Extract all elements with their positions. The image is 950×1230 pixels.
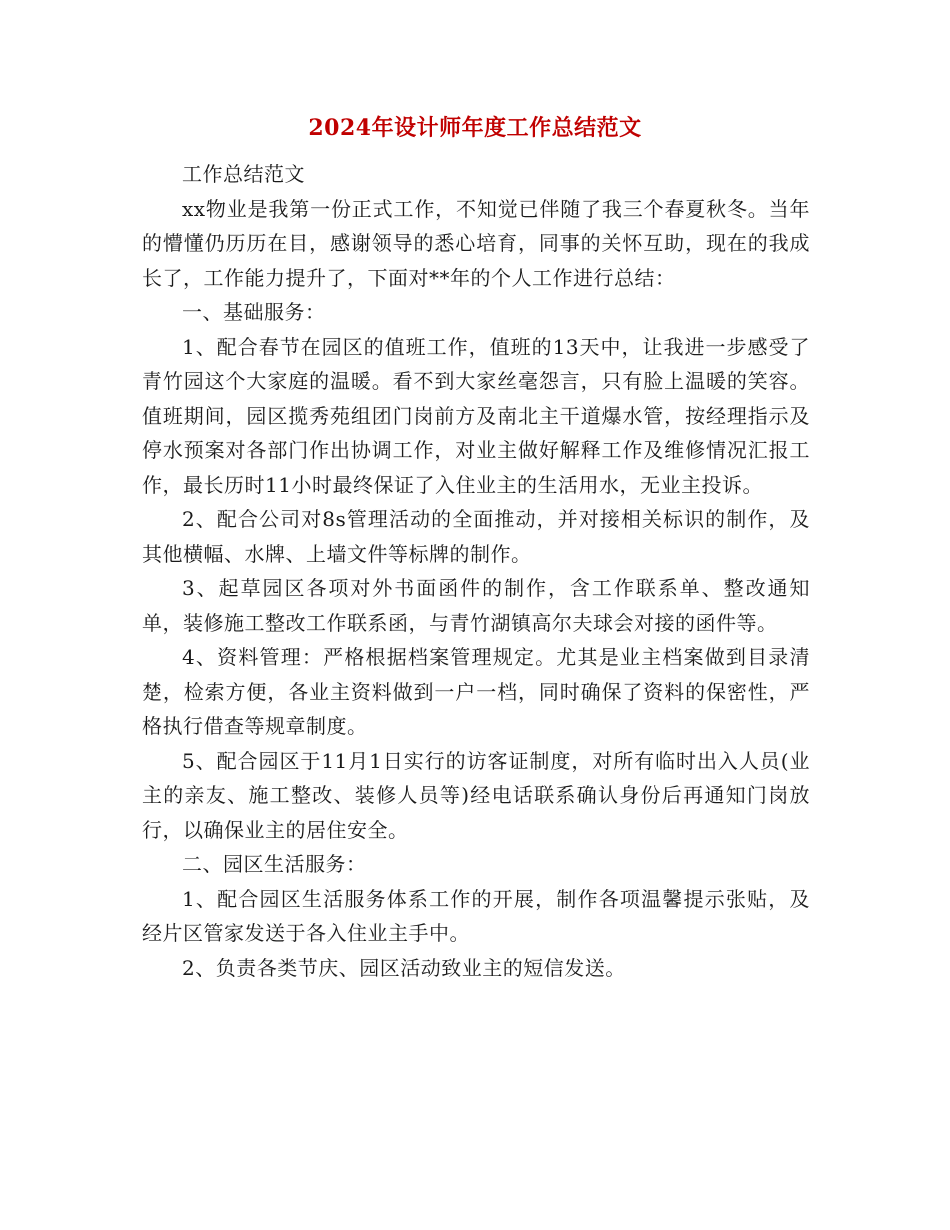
paragraph-item: 4、资料管理：严格根据档案管理规定。尤其是业主档案做到目录清楚，检索方便，各业主资料做到一户一档，同时确保了资料的保密性，严格执行借查等规章制度。 — [142, 645, 810, 738]
paragraph-subtitle: 工作总结范文 — [182, 162, 305, 186]
paragraph-intro: xx物业是我第一份正式工作，不知觉已伴随了我三个春夏秋冬。当年的懵懂仍历历在目，感谢领导的悉心培育，同事的关怀互助，现在的我成长了，工作能力提升了，下面对**年的个人工作进行总结： — [142, 196, 810, 290]
paragraph-item: 1、配合春节在园区的值班工作，值班的13天中，让我进一步感受了青竹园这个大家庭的温暖。看不到大家丝毫怨言，只有脸上温暖的笑容。值班期间，园区揽秀苑组团门岗前方及南北主干道爆水管，按经理指示及停水预案对各部门作出协调工作，对业主做好解释工作及维修情况汇报工作，最长历时11小时最终保证了入住业主的生活用水，无业主投诉。 — [142, 334, 810, 497]
section-heading-basic-service: 一、基础服务： — [182, 300, 326, 324]
paragraph-item: 2、配合公司对8s管理活动的全面推动，并对接相关标识的制作，及其他横幅、水牌、上墙文件等标牌的制作。 — [142, 507, 810, 566]
paragraph-item: 2、负责各类节庆、园区活动致业主的短信发送。 — [182, 955, 626, 980]
document-title: 2024年设计师年度工作总结范文 — [308, 115, 642, 141]
paragraph-item: 5、配合园区于11月1日实行的访客证制度，对所有临时出入人员(业主的亲友、施工整改、装修人员等)经电话联系确认身份后再通知门岗放行，以确保业主的居住安全。 — [142, 748, 810, 842]
document-body — [142, 157, 810, 985]
paragraph-item: 1、配合园区生活服务体系工作的开展，制作各项温馨提示张贴，及经片区管家发送于各入住业主手中。 — [142, 886, 810, 945]
paragraph-item: 3、起草园区各项对外书面函件的制作，含工作联系单、整改通知单，装修施工整改工作联系函，与青竹湖镇高尔夫球会对接的函件等。 — [142, 576, 810, 635]
section-heading-life-service: 二、园区生活服务： — [182, 852, 367, 876]
